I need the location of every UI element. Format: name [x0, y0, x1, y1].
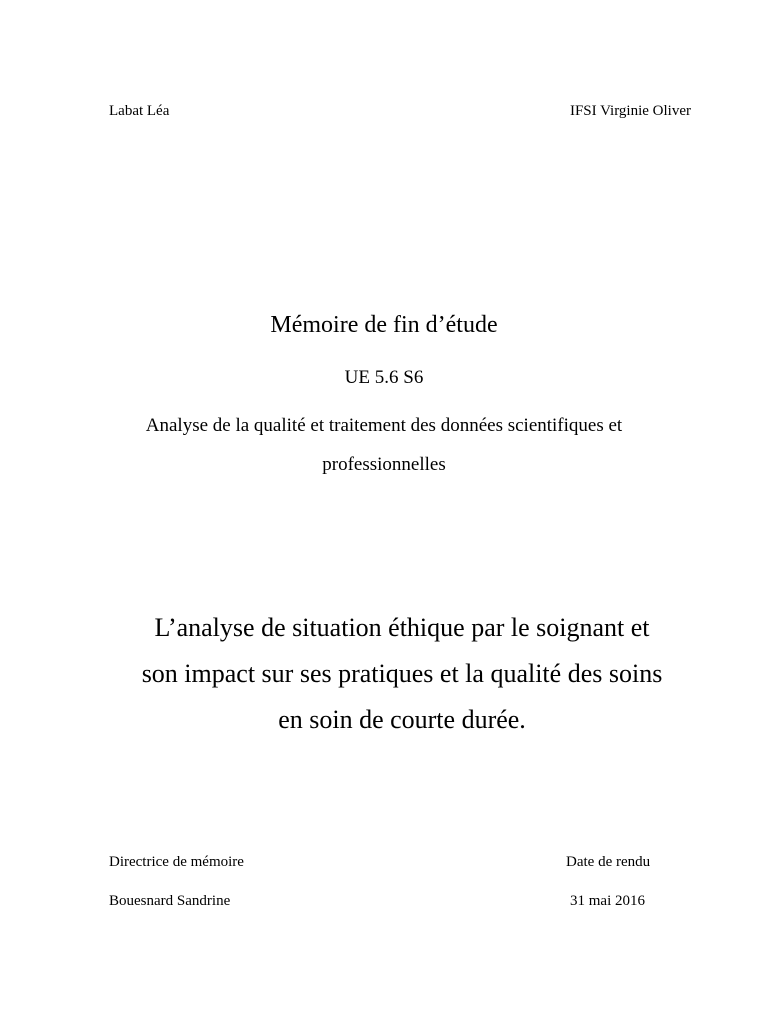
main-title-line-2: son impact sur ses pratiques et la qualité des soins	[141, 659, 663, 688]
director-name: Bouesnard Sandrine	[109, 893, 231, 909]
ue-title-line-1: Analyse de la qualité et traitement des données scientifiques et	[145, 415, 623, 436]
director-label: Directrice de mémoire	[109, 854, 244, 870]
due-date-label: Date de rendu	[566, 854, 651, 870]
author-name: Labat Léa	[109, 103, 170, 119]
ue-title-line-2: professionnelles	[322, 454, 446, 475]
main-title-line-1: L’analyse de situation éthique par le soignant et	[154, 613, 650, 642]
institution-name: IFSI Virginie Oliver	[569, 103, 691, 119]
document-type-title: Mémoire de fin d’étude	[270, 312, 498, 338]
main-title-line-3: en soin de courte durée.	[278, 705, 526, 734]
ue-code: UE 5.6 S6	[344, 367, 424, 388]
due-date: 31 mai 2016	[570, 893, 645, 909]
